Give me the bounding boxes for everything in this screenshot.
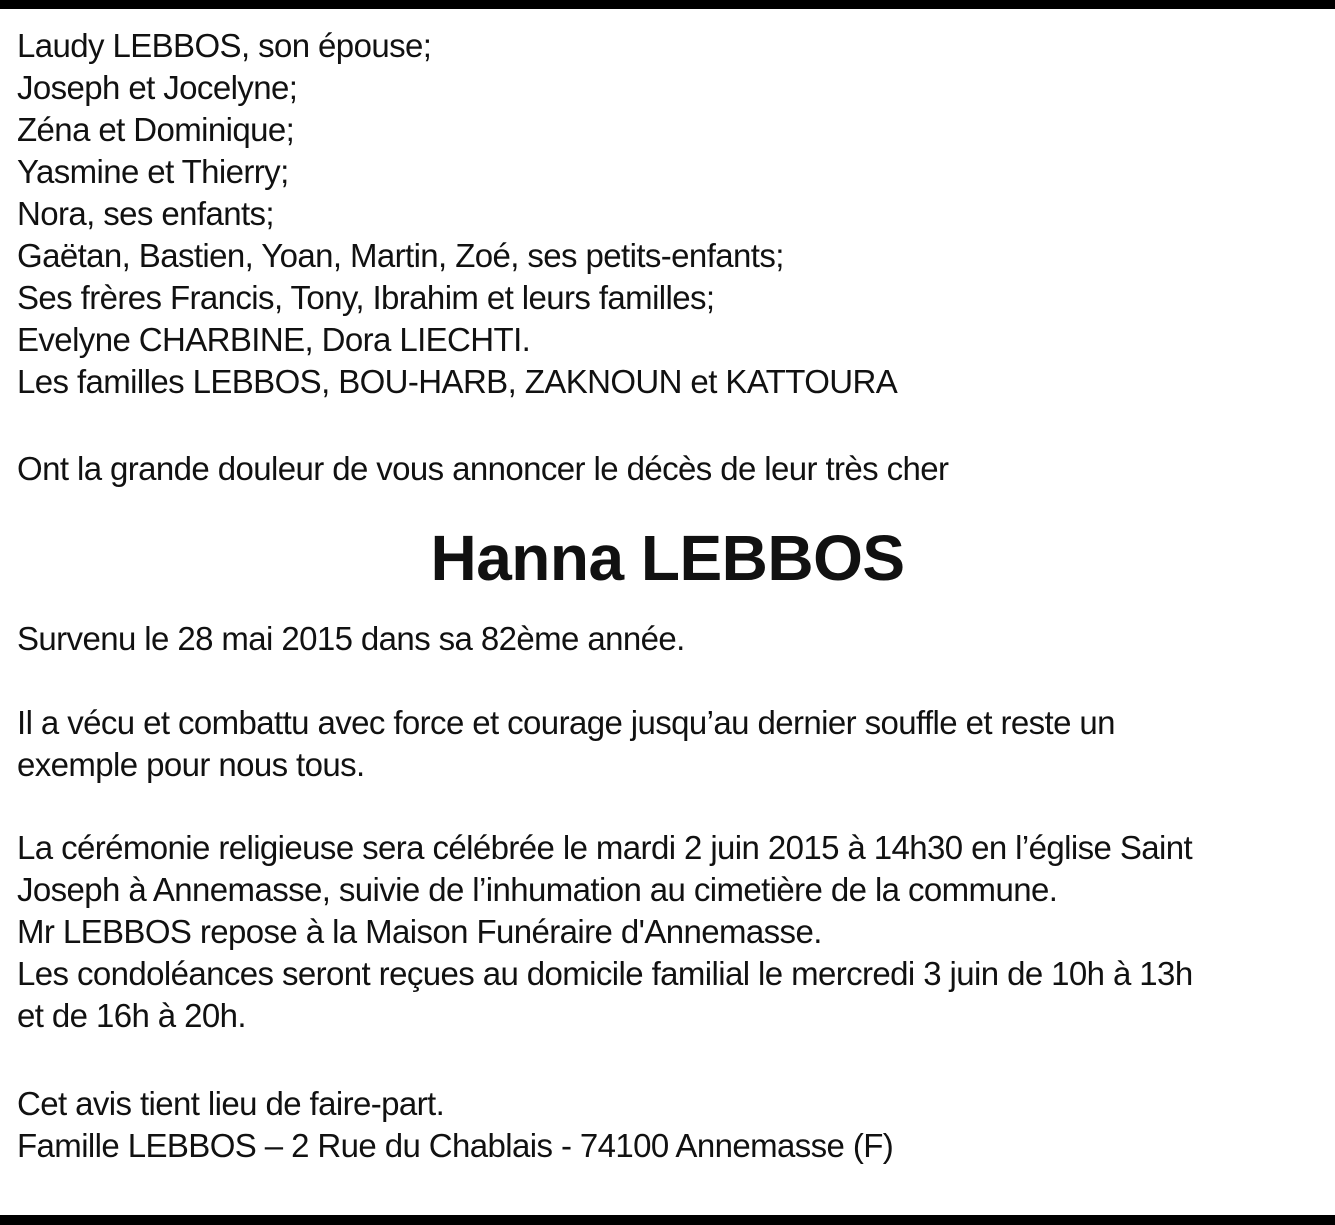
family-line: Ses frères Francis, Tony, Ibrahim et leurs familles; [17, 279, 715, 316]
death-date-paragraph [17, 618, 1322, 660]
ceremony-line: Mr LEBBOS repose à la Maison Funéraire d'Annemasse. [17, 913, 822, 950]
family-line: Zéna et Dominique; [17, 111, 295, 148]
announcement-paragraph [17, 448, 1322, 490]
closing-line: Cet avis tient lieu de faire-part. [17, 1085, 445, 1122]
ceremony-line: Joseph à Annemasse, suivie de l’inhumation au cimetière de la commune. [17, 871, 1058, 908]
family-line: Yasmine et Thierry; [17, 153, 289, 190]
announcement-text: Ont la grande douleur de vous annoncer le décès de leur très cher [17, 450, 949, 487]
bottom-border-rule [0, 1215, 1335, 1225]
family-line: Laudy LEBBOS, son épouse; [17, 27, 432, 64]
family-line: Evelyne CHARBINE, Dora LIECHTI. [17, 321, 531, 358]
tribute-line: Il a vécu et combattu avec force et courage jusqu’au dernier souffle et reste un [17, 704, 1115, 741]
family-line: Gaëtan, Bastien, Yoan, Martin, Zoé, ses petits-enfants; [17, 237, 784, 274]
family-line: Les familles LEBBOS, BOU-HARB, ZAKNOUN et KATTOURA [17, 363, 898, 400]
death-date-text: Survenu le 28 mai 2015 dans sa 82ème année. [17, 620, 685, 657]
ceremony-line: La cérémonie religieuse sera célébrée le mardi 2 juin 2015 à 14h30 en l’église Saint [17, 829, 1193, 866]
tribute-line: exemple pour nous tous. [17, 746, 365, 783]
family-line: Joseph et Jocelyne; [17, 69, 298, 106]
family-address: Famille LEBBOS – 2 Rue du Chablais - 74100 Annemasse (F) [17, 1127, 894, 1164]
closing-paragraph [17, 1083, 1322, 1167]
family-line: Nora, ses enfants; [17, 195, 275, 232]
deceased-name: Hanna LEBBOS [430, 522, 905, 594]
ceremony-line: Les condoléances seront reçues au domicile familial le mercredi 3 juin de 10h à 13h [17, 955, 1193, 992]
family-list [17, 25, 1322, 403]
tribute-paragraph [17, 702, 1322, 786]
ceremony-paragraph [17, 827, 1322, 1037]
ceremony-line: et de 16h à 20h. [17, 997, 246, 1034]
top-border-rule [0, 0, 1335, 9]
